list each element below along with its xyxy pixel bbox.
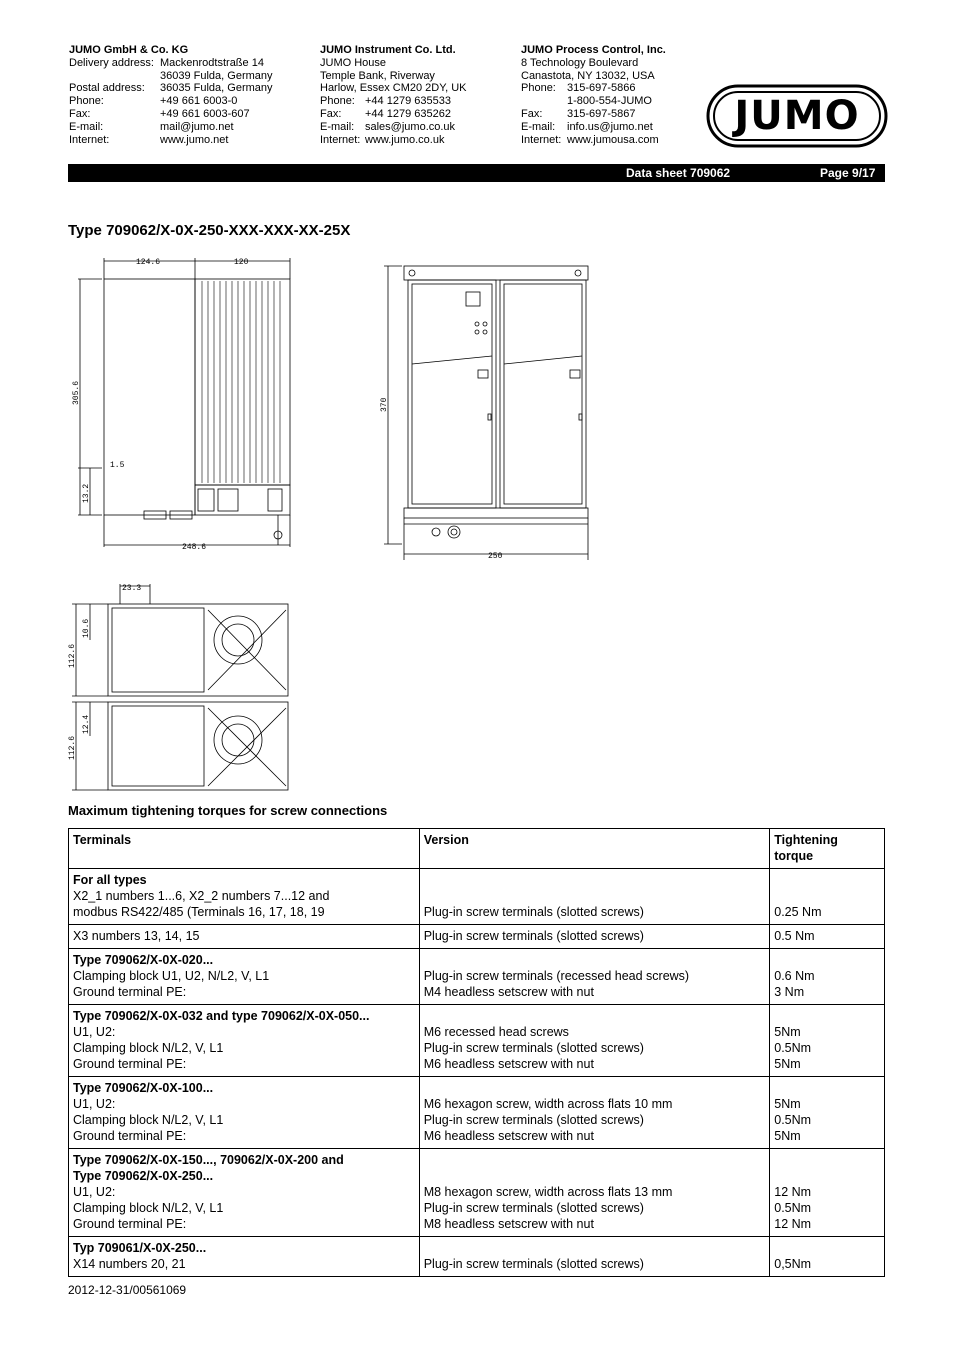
torque-line: 0.5 Nm	[774, 929, 815, 943]
address-value: Mackenrodtstraße 14	[160, 56, 264, 69]
address-value: +49 661 6003-0	[160, 95, 238, 108]
address-label: Postal address:	[69, 82, 145, 95]
terminal-line: X3 numbers 13, 14, 15	[73, 929, 200, 943]
dim-label: 305.6	[72, 380, 81, 405]
address-row	[320, 121, 467, 134]
front-view-drawing	[380, 262, 592, 560]
address-row	[69, 57, 273, 70]
version-line: M8 hexagon screw, width across flats 13 mm	[423, 1185, 673, 1199]
table-row	[69, 1149, 885, 1237]
version-line: Plug-in screw terminals (slotted screws)	[423, 1257, 644, 1271]
version-line: M8 headless setscrew with nut	[423, 1217, 594, 1231]
address-value: 36039 Fulda, Germany	[160, 69, 273, 82]
address-value: 1-800-554-JUMO	[567, 95, 652, 108]
dim-label: 1.5	[110, 461, 125, 470]
terminal-line: Type 709062/X-0X-250...	[73, 1169, 214, 1183]
cell-torque	[770, 869, 885, 925]
address-value[interactable]: info.us@jumo.net	[567, 120, 653, 133]
address-value: 8 Technology Boulevard	[521, 56, 639, 69]
dim-label: 112.6	[68, 735, 77, 760]
side-view-drawing	[68, 255, 300, 553]
address-label: E-mail:	[69, 120, 104, 133]
version-line: Plug-in screw terminals (recessed head screws)	[423, 969, 690, 983]
address-label: Delivery address:	[69, 56, 154, 69]
address-row	[521, 70, 666, 83]
address-row	[69, 134, 273, 147]
address-row	[320, 95, 467, 108]
torque-line: 0,5Nm	[774, 1257, 812, 1271]
cell-torque	[770, 1149, 885, 1237]
header-version: Version	[419, 829, 770, 869]
terminal-line: Ground terminal PE:	[73, 1217, 187, 1231]
cell-terminals	[69, 1077, 420, 1149]
address-value: +44 1279 635262	[365, 107, 451, 120]
cell-version	[419, 869, 770, 925]
address-value: 36035 Fulda, Germany	[160, 82, 273, 95]
dim-label: 23.3	[122, 584, 142, 593]
cell-torque	[770, 949, 885, 1005]
cell-terminals	[69, 949, 420, 1005]
address-row	[69, 70, 273, 83]
address-row	[69, 108, 273, 121]
torque-line: 5Nm	[774, 1025, 801, 1039]
address-row	[521, 95, 666, 108]
address-row	[69, 95, 273, 108]
terminal-line: Type 709062/X-0X-032 and type 709062/X-0X-050...	[73, 1009, 370, 1023]
cell-terminals	[69, 925, 420, 949]
table-header-row	[69, 829, 885, 869]
version-line: Plug-in screw terminals (slotted screws)	[423, 1041, 644, 1055]
dim-label: 13.2	[82, 483, 91, 503]
address-label: Internet:	[69, 133, 110, 146]
terminal-line: Clamping block N/L2, V, L1	[73, 1113, 224, 1127]
terminal-line: U1, U2:	[73, 1185, 116, 1199]
terminal-line: Clamping block N/L2, V, L1	[73, 1041, 224, 1055]
dim-label: 120	[234, 258, 249, 267]
address-value[interactable]: sales@jumo.co.uk	[365, 120, 456, 133]
cell-torque	[770, 1077, 885, 1149]
table-row	[69, 1005, 885, 1077]
company-block-usa	[521, 44, 666, 146]
jumo-logo	[706, 84, 888, 148]
dim-label: 248.6	[182, 543, 207, 552]
torque-line: 0.5Nm	[774, 1113, 812, 1127]
version-line: Plug-in screw terminals (slotted screws)	[423, 1113, 644, 1127]
address-row	[521, 134, 666, 147]
cell-version	[419, 1005, 770, 1077]
address-row	[320, 57, 467, 70]
address-label: Phone:	[69, 95, 104, 108]
terminal-line: X14 numbers 20, 21	[73, 1257, 186, 1271]
terminal-line: Ground terminal PE:	[73, 1057, 187, 1071]
address-row	[320, 82, 467, 95]
address-value: Harlow, Essex CM20 2DY, UK	[320, 82, 467, 95]
address-row	[69, 82, 273, 95]
cell-terminals	[69, 1237, 420, 1277]
address-row	[521, 121, 666, 134]
torque-table	[68, 828, 885, 1277]
cell-version	[419, 1077, 770, 1149]
version-line: M6 hexagon screw, width across flats 10 mm	[423, 1097, 673, 1111]
address-label: Fax:	[320, 107, 342, 120]
version-line: M4 headless setscrew with nut	[423, 985, 594, 999]
terminal-line: U1, U2:	[73, 1097, 116, 1111]
address-value[interactable]: www.jumo.net	[160, 133, 229, 146]
address-value: 315-697-5866	[567, 82, 636, 95]
top-view-drawing	[68, 580, 292, 794]
dim-label: 112.6	[68, 643, 77, 668]
table-body	[69, 869, 885, 1277]
address-value: Canastota, NY 13032, USA	[521, 69, 655, 82]
cell-version	[419, 949, 770, 1005]
address-row	[320, 108, 467, 121]
terminal-line: Ground terminal PE:	[73, 1129, 187, 1143]
address-value: Temple Bank, Riverway	[320, 69, 435, 82]
table-row	[69, 925, 885, 949]
company-name: JUMO Process Control, Inc.	[521, 44, 666, 56]
address-label: Fax:	[521, 107, 543, 120]
torque-line: 3 Nm	[774, 985, 805, 999]
header-torque: Tightening torque	[770, 829, 885, 869]
address-label: Internet:	[320, 133, 361, 146]
torque-line: 12 Nm	[774, 1185, 812, 1199]
address-value: 315-697-5867	[567, 107, 636, 120]
address-label	[69, 70, 160, 83]
cell-version	[419, 1149, 770, 1237]
address-label: E-mail:	[320, 120, 355, 133]
address-value[interactable]: www.jumousa.com	[567, 133, 659, 146]
terminal-line: U1, U2:	[73, 1025, 116, 1039]
version-line: M6 recessed head screws	[423, 1025, 569, 1039]
datasheet-label: Data sheet 709062	[626, 166, 731, 180]
address-label: Phone:	[521, 82, 556, 95]
version-line: M6 headless setscrew with nut	[423, 1129, 594, 1143]
torque-line: 12 Nm	[774, 1217, 812, 1231]
torque-line: 0.5Nm	[774, 1201, 812, 1215]
company-block-gmbh	[69, 44, 273, 146]
table-row	[69, 1077, 885, 1149]
address-row	[320, 70, 467, 83]
address-value: JUMO House	[320, 56, 387, 69]
dim-label: 12.4	[82, 714, 91, 734]
address-row	[320, 134, 467, 147]
cell-version	[419, 925, 770, 949]
cell-terminals	[69, 1005, 420, 1077]
version-line: Plug-in screw terminals (slotted screws)	[423, 929, 644, 943]
cell-version	[419, 1237, 770, 1277]
torque-line: 0.5Nm	[774, 1041, 812, 1055]
address-value[interactable]: www.jumo.co.uk	[365, 133, 445, 146]
terminal-line: For all types	[73, 873, 147, 887]
company-name: JUMO GmbH & Co. KG	[69, 44, 189, 56]
torque-line: 5Nm	[774, 1097, 801, 1111]
terminal-line: Typ 709061/X-0X-250...	[73, 1241, 207, 1255]
version-line: Plug-in screw terminals (slotted screws)	[423, 905, 644, 919]
version-line: Plug-in screw terminals (slotted screws)	[423, 1201, 644, 1215]
table-row	[69, 869, 885, 925]
page-title: Type 709062/X-0X-250-XXX-XXX-XX-25X	[68, 222, 351, 239]
torque-line: 5Nm	[774, 1129, 801, 1143]
table-row	[69, 1237, 885, 1277]
terminal-line: Ground terminal PE:	[73, 985, 187, 999]
page-number: Page 9/17	[820, 166, 876, 180]
address-label: Internet:	[521, 133, 562, 146]
address-label: E-mail:	[521, 120, 556, 133]
address-value[interactable]: mail@jumo.net	[160, 120, 234, 133]
terminal-line: Type 709062/X-0X-150..., 709062/X-0X-200 and	[73, 1153, 344, 1167]
cell-terminals	[69, 1149, 420, 1237]
company-block-uk	[320, 44, 467, 146]
terminal-line: modbus RS422/485 (Terminals 16, 17, 18, 19	[73, 905, 325, 919]
cell-torque	[770, 1005, 885, 1077]
address-value: +44 1279 635533	[365, 95, 451, 108]
header-bar	[68, 164, 885, 182]
version-line: M6 headless setscrew with nut	[423, 1057, 594, 1071]
company-name: JUMO Instrument Co. Ltd.	[320, 44, 456, 56]
address-row	[521, 57, 666, 70]
terminal-line: Clamping block U1, U2, N/L2, V, L1	[73, 969, 270, 983]
terminal-line: X2_1 numbers 1...6, X2_2 numbers 7...12 and	[73, 889, 330, 903]
address-row	[69, 121, 273, 134]
terminal-line: Type 709062/X-0X-020...	[73, 953, 214, 967]
torque-line: 0.25 Nm	[774, 905, 822, 919]
terminal-line: Type 709062/X-0X-100...	[73, 1081, 214, 1095]
table-title: Maximum tightening torques for screw connections	[68, 803, 388, 818]
address-row	[521, 108, 666, 121]
cell-torque	[770, 1237, 885, 1277]
address-label: Phone:	[320, 95, 355, 108]
address-row	[521, 82, 666, 95]
dim-label: 10.6	[82, 618, 91, 638]
dim-label: 124.6	[136, 258, 161, 267]
logo-text: JUMO	[734, 93, 860, 139]
dim-label: 370	[380, 397, 389, 412]
table-row	[69, 949, 885, 1005]
address-label: Fax:	[69, 107, 91, 120]
address-label	[521, 95, 567, 108]
header-terminals: Terminals	[69, 829, 420, 869]
address-value: +49 661 6003-607	[160, 107, 250, 120]
torque-line: 5Nm	[774, 1057, 801, 1071]
cell-terminals	[69, 869, 420, 925]
dim-label: 250	[488, 552, 503, 560]
torque-line: 0.6 Nm	[774, 969, 815, 983]
terminal-line: Clamping block N/L2, V, L1	[73, 1201, 224, 1215]
document-footer: 2012-12-31/00561069	[68, 1283, 187, 1297]
cell-torque	[770, 925, 885, 949]
